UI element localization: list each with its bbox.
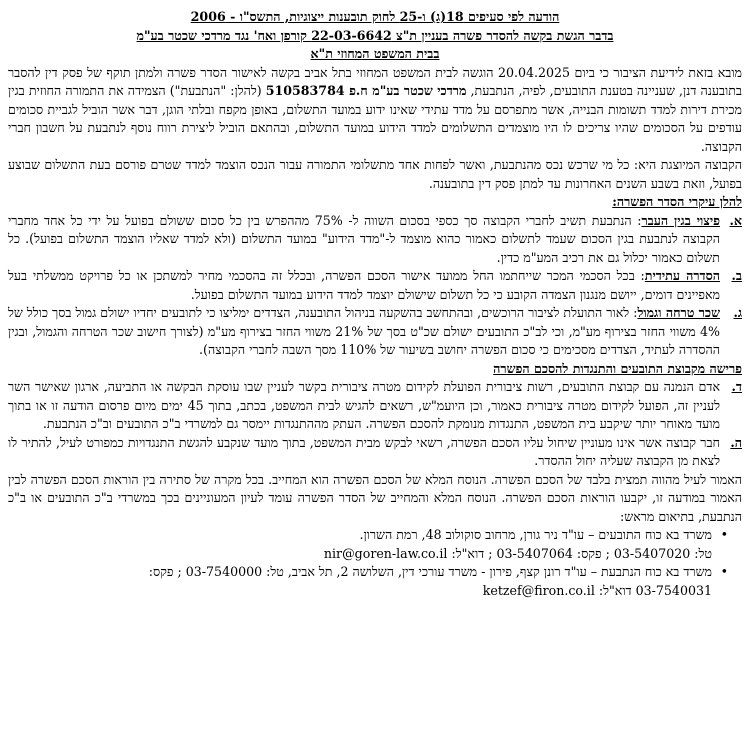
clause-opt-out — [8, 434, 742, 471]
clause-text: : הנתבעת תשיב לחברי הקבוצה סך כספי בסכום השווה ל- 75% מההפרש בין כל סכום ששולם בפועל על ידי כל אחד מחברי הקבוצה לנתבעת בגין הסכום שעמד לתשלום כאמור כהוא מוצמד ל-"מדד הידוע" במועד התשלום (ולא למדד שאליו הוצמד התשלום בפועל). כל תשלום כאמור יכלול גם את רכיב המע"מ כדין. — [8, 212, 720, 265]
notice-heading-case: בדבר הגשת בקשה להסדר פשרה בעניין ת"צ 22-03-6642 קורפן ואח' נגד מרדכי שכטר בע"מ — [136, 27, 614, 43]
clause-letter: ד. — [731, 379, 742, 394]
contact-phone-fax: טל: 03-5407020 ; פקס: 03-5407064 ; דוא"ל: nir@goren-law.co.il — [323, 545, 712, 561]
contact-address: • משרד בא כוח הנתבעת – עו"ד רונן קצף, פירון - משרד עורכי דין, השלושה 2, תל אביב, טל: 03-7540000 ; פקס: — [148, 564, 712, 579]
intro-paragraph — [8, 64, 742, 157]
contacts-list — [8, 526, 742, 600]
clause-future-arrangement — [8, 267, 742, 304]
clause-lead: פיצוי בגין העבר — [641, 212, 720, 228]
clause-objection — [8, 378, 742, 434]
defendant-counsel-contact — [8, 563, 728, 600]
clause-text: : בכל הסכמי המכר שייחתמו החל ממועד אישור הסכם הפשרה, ובכלל זה בהסכמי מחיר למשתכן או כל פרויקט ממשלתי בעל מאפיינים דומים, ייושם מנגנון הצמדה הקובע כי כל תשלום שישולם יוצמד למדד הידוע במועד התשלום בפועל. — [8, 268, 720, 302]
settlement-main-terms-title: להלן עיקרי הסדר הפשרה: — [612, 194, 742, 209]
clause-fees-and-award — [8, 304, 742, 360]
clause-letter: א. — [729, 212, 742, 228]
contact-email-link[interactable]: ketzef@firon.co.il — [482, 582, 595, 598]
class-definition-paragraph: הקבוצה המיוצגת היא: כל מי שרכש נכס מהנתבעת, ואשר לפחות אחד מתשלומי התמורה עבור הנכס הוצמד למדד שטרם פורסם בעת התשלום שבוצע בפועל, וזאת בשבע השנים האחרונות עד למתן פסק דין בתובענה. — [8, 157, 742, 191]
clause-text: אדם הנמנה עם קבוצת התובעים, רשות ציבורית הפועלת לקידום מטרה ציבורית בקשר לעניין שבו עוסקת הבקשה או התביעה, ארגון שאישר השר לעניין זה, הפועל לקידום מטרה ציבורית כאמור, וכן היועמ"ש, רשאים להגיש לבית המשפט, בכתב, בתוך 45 ימים מיום פרסום הודעה זו או בתוך מועד מאוחר יותר שיקבע בית המשפט, התנגדות מנומקת להסכם הפשרה. העתק מההתנגדות יימסר גם למשרדי ב"כ התובעים וב"כ הנתבעת. — [8, 379, 720, 431]
clause-letter: ה. — [730, 434, 742, 450]
plaintiffs-counsel-contact — [8, 526, 728, 563]
clause-text: חבר קבוצה אשר אינו מעוניין שיחול עליו הסכם הפשרה, רשאי לבקש מבית המשפט, בתוך מועד שנקבע להגשת התנגדויות כמפורט לעיל, להתיר לו לצאת מן הקבוצה שעליה יחול ההסדר. — [8, 434, 720, 468]
intro-text-end: (להלן: "הנתבעת") הצמידה את התמורה החוזית בגין מכירת דירות למדד תשומות הבנייה, אשר מתפרסם על מדד עתידי שאינו ידוע במועד התשלום, באופן מקפח ובלתי הוגן, דבר אשר הוביל לגביית סכומים עודפים על הסכומים שהיו צריכים לו היו מוצמדים התשלומים למדד הידוע במועד התשלום, ובהתאם הוביל ליצירת רווח נוסף לנתבעת על חשבון חברי הקבוצה. — [8, 83, 742, 154]
opt-out-objection-title: פרישה מקבוצת התובעים והתנגדות להסכם הפשרה — [493, 360, 742, 376]
intro-text-start: מובא בזאת לידיעת הציבור כי ביום 20.04.2025 הוגשה לבית המשפט המחוזי בתל אביב בקשה לאישור הסדר פשרה ולמתן תוקף של פסק דין להסבר בתובענה דנן, שעניינה בטענת התובעים, לפיה, הנתבעת, — [8, 64, 743, 98]
closing-paragraph: האמור לעיל מהווה תמצית בלבד של הסכם הפשרה. הנוסח המלא של הסכם הפשרה הוא המחייב. בכל מקרה של סתירה בין הוראות הסכם הפשרה לבין האמור במודעה זו, יקבעו הוראות הסכם הפשרה. הנוסח המלא והמחייב של הסדר הפשרה עומד לעיון המעוניינים בכך במשרדי ב"כ התובעים או ב"כ הנתבעת, בתיאום מראש: — [8, 471, 742, 524]
contact-address: • משרד בא כוח התובעים – עו"ד ניר גורן, מרחוב סוקולוב 48, רמת השרון. — [359, 527, 712, 542]
clause-lead: הסדרה עתידית — [644, 268, 720, 283]
notice-heading-law: הודעה לפי סעיפים 18(ג) ו-25 לחוק תובענות ייצוגיות, התשס"ו - 2006 — [190, 9, 560, 24]
clause-lead: שכר טרחה וגמול — [637, 305, 720, 320]
contact-phone-fax: 03-7540031 דוא"ל: ketzef@firon.co.il — [482, 582, 712, 598]
notice-heading-court: בבית המשפט המחוזי ת"א — [310, 46, 440, 61]
clause-letter: ג. — [733, 305, 742, 320]
clause-text: : לאור התועלת לציבור הרוכשים, ובהתחשב בהשקעה בניהול התובענה, הצדדים ימליצו כי לתובעים יחדיו ישולם גמול בסך כולל של 4% משווי החזר בצירוף מע"מ, וכי לב"כ התובעים ישולם שכ"ט בסך של 21% משווי החזר בצירוף מע"מ (לצורך חישוב שכר הטרחה והגמול, ובגין ההסדרה לעתיד, הצדדים מסכימים כי סכום הפשרה יחושב בשיעור של 110% מסך השבה לחברי הקבוצה). — [8, 305, 720, 357]
clause-letter: ב. — [731, 268, 742, 283]
defendant-company-name: מרדכי שכטר בע"מ ח.פ 510583784 — [265, 83, 467, 98]
clause-past-compensation — [8, 212, 742, 268]
contact-email-link[interactable]: nir@goren-law.co.il — [323, 545, 448, 561]
